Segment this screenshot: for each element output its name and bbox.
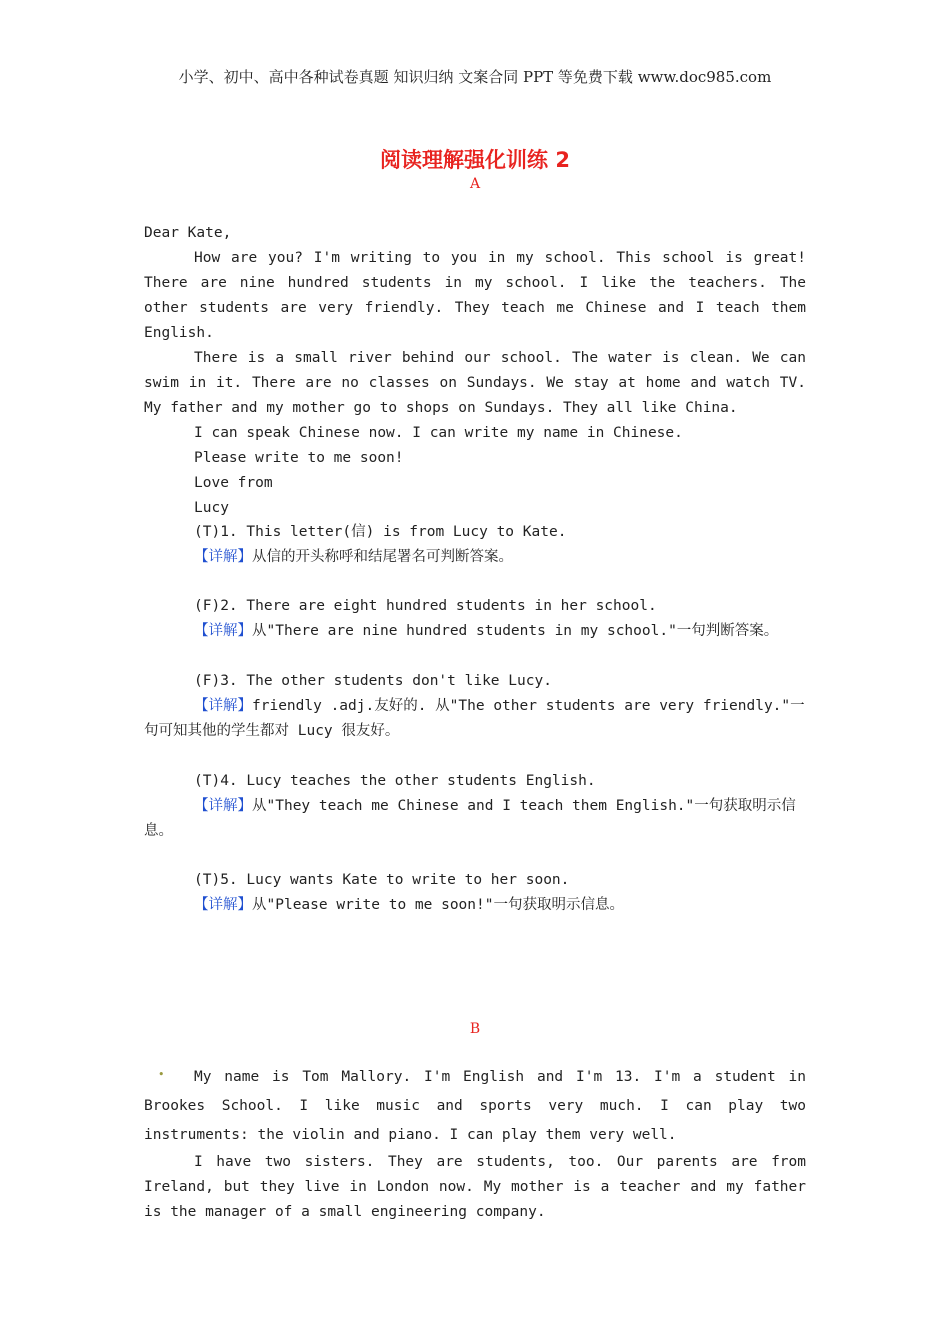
letter-paragraph: Please write to me soon! (194, 450, 404, 466)
letter-a (144, 221, 806, 521)
page-header: 小学、初中、高中各种试卷真题 知识归纳 文案合同 PPT 等免费下载 www.doc985.com (178, 68, 772, 86)
question-5 (144, 868, 806, 918)
explanation-tag: 【详解】 (194, 698, 252, 714)
question-3 (144, 669, 806, 744)
explanation-text: 从"Please write to me soon!"一句获取明示信息。 (252, 897, 624, 913)
letter-signature: Lucy (194, 500, 229, 516)
explanation-text: friendly .adj.友好的. 从"The other students are very friendly."一句可知其他的学生都对 Lucy 很友好。 (144, 698, 805, 739)
explanation-text: 从信的开头称呼和结尾署名可判断答案。 (252, 549, 513, 565)
explanation-tag: 【详解】 (194, 798, 252, 814)
question-1 (144, 520, 806, 570)
letter-closing: Love from (194, 475, 273, 491)
question-2 (144, 594, 806, 644)
explanation-text: 从"There are nine hundred students in my school."一句判断答案。 (252, 623, 779, 639)
question-text: (T)5. Lucy wants Kate to write to her soon. (194, 872, 570, 888)
question-text: (F)3. The other students don't like Lucy. (194, 673, 552, 689)
section-b-label: B (469, 1021, 481, 1037)
letter-paragraph: I can speak Chinese now. I can write my name in Chinese. (194, 425, 683, 441)
page-title: 阅读理解强化训练 2 (380, 148, 570, 172)
explanation-tag: 【详解】 (194, 623, 252, 639)
question-4 (144, 769, 806, 844)
question-text: (F)2. There are eight hundred students in her school. (194, 598, 657, 614)
letter-paragraph: There is a small river behind our school. The water is clean. We can swim in it. There are no classes on Sundays. We stay at home and watch TV. My father and my mother go to shops on Sundays. They all like China. (144, 350, 806, 416)
passage-paragraph: I have two sisters. They are students, too. Our parents are from Ireland, but they live in London now. My mother is a teacher and my father is the manager of a small engineering company. (144, 1154, 806, 1220)
letter-salutation: Dear Kate, (144, 225, 232, 241)
passage-b (144, 1063, 806, 1225)
stray-dot-mark: • (158, 1068, 165, 1081)
question-text: (T)1. This letter(信) is from Lucy to Kate. (194, 524, 567, 540)
explanation-tag: 【详解】 (194, 897, 252, 913)
question-text: (T)4. Lucy teaches the other students English. (194, 773, 596, 789)
passage-paragraph: My name is Tom Mallory. I'm English and I'm 13. I'm a student in Brookes School. I like music and sports very much. I can play two instruments: the violin and piano. I can play them very well. (144, 1069, 806, 1143)
explanation-tag: 【详解】 (194, 549, 252, 565)
section-a-label: A (469, 176, 481, 192)
explanation-text: 从"They teach me Chinese and I teach them English."一句获取明示信息。 (144, 798, 796, 839)
letter-paragraph: How are you? I'm writing to you in my school. This school is great! There are nine hundred students in my school. I like the teachers. The other students are very friendly. They teach me Chinese and I teach them English. (144, 250, 806, 341)
